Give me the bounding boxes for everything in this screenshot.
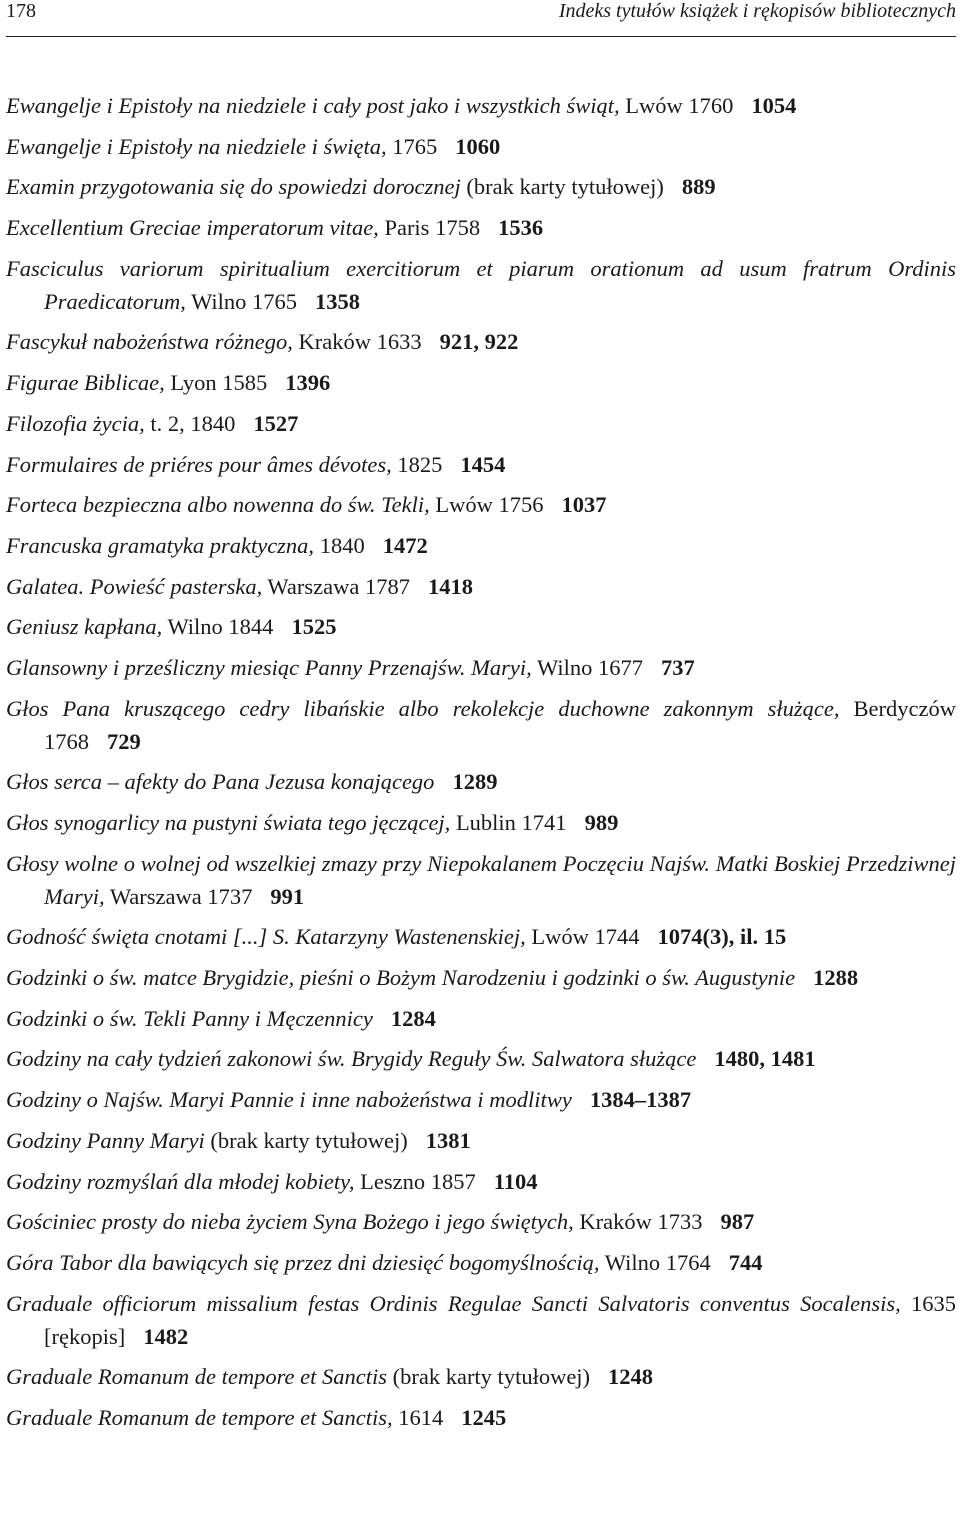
entry-catalog-number: 1525: [291, 614, 337, 640]
entry-title: Francuska gramatyka praktyczna,: [6, 532, 315, 558]
entry-catalog-number: 1396: [285, 370, 331, 396]
index-entry: [6, 1002, 956, 1035]
index-entry: [6, 1165, 956, 1198]
entry-title: Godzinki o św. Tekli Panny i Męczennicy: [6, 1005, 373, 1031]
entry-title: Głos Pana kruszącego cedry libańskie albo rekolekcje duchowne zakonnym służące,: [6, 695, 840, 721]
running-head: [6, 0, 956, 36]
entry-title: Głosy wolne o wolnej od wszelkiej zmazy przy Niepokalanem Poczęciu Najśw. Matki Boskiej Przedziwnej Maryi,: [6, 850, 956, 909]
entry-catalog-number: 1482: [143, 1323, 189, 1349]
entry-catalog-number: 921, 922: [439, 329, 519, 355]
entry-catalog-number: 1418: [427, 573, 473, 599]
entry-catalog-number: 1381: [425, 1127, 471, 1153]
entry-imprint: Paris 1758: [378, 215, 481, 241]
index-entry: [6, 170, 956, 203]
index-entry: [6, 765, 956, 798]
index-entry: [6, 366, 956, 399]
index-entry: [6, 651, 956, 684]
entry-catalog-number: 1454: [460, 451, 506, 477]
index-entry: [6, 1042, 956, 1075]
index-entry: [6, 1124, 956, 1157]
entry-imprint: Warszawa 1737: [104, 883, 253, 909]
entry-imprint: Lublin 1741: [450, 810, 567, 835]
entry-imprint: 1765: [386, 133, 438, 159]
running-title: Indeks tytułów książek i rękopisów bibliotecznych: [558, 0, 956, 22]
entry-catalog-number: 1284: [390, 1005, 436, 1031]
entry-title: Forteca bezpieczna albo nowenna do św. Tekli,: [6, 492, 430, 518]
index-entry: [6, 1287, 956, 1353]
entry-catalog-number: 889: [681, 174, 716, 200]
entry-imprint: 1614: [392, 1404, 444, 1430]
entry-catalog-number: 1074(3), il. 15: [657, 924, 787, 950]
entry-catalog-number: 1104: [493, 1168, 538, 1194]
entry-catalog-number: 1536: [498, 215, 544, 241]
page-number: 178: [6, 0, 36, 22]
entry-catalog-number: 989: [584, 810, 619, 835]
entry-title: Ewangelje i Epistoły na niedziele i święta,: [6, 133, 387, 159]
entry-title: Graduale Romanum de tempore et Sanctis,: [6, 1404, 393, 1430]
entry-imprint: 1840: [314, 532, 365, 558]
entry-imprint: Lwów 1760: [619, 93, 734, 118]
entry-title: Głos synogarlicy na pustyni świata tego jęczącej,: [6, 810, 451, 835]
entry-imprint: (brak karty tytułowej): [204, 1127, 408, 1153]
index-entries: [6, 89, 956, 1434]
index-entry: [6, 570, 956, 603]
index-entry: [6, 529, 956, 562]
entry-title: Godność święta cnotami [...] S. Katarzyny Wastenenskiej,: [6, 924, 526, 950]
index-entry: [6, 488, 956, 521]
entry-catalog-number: 1245: [461, 1404, 507, 1430]
index-entry: [6, 1246, 956, 1279]
entry-catalog-number: 729: [107, 728, 141, 754]
entry-title: Godziny Panny Maryi: [6, 1127, 205, 1153]
index-entry: [6, 130, 956, 163]
entry-catalog-number: 1288: [813, 965, 859, 991]
entry-imprint: Lwów 1756: [429, 492, 544, 518]
entry-catalog-number: 991: [270, 883, 305, 909]
entry-imprint: Wilno 1844: [162, 614, 274, 640]
index-entry: [6, 1205, 956, 1238]
entry-title: Góra Tabor dla bawiących się przez dni dziesięć bogomyślnością,: [6, 1249, 600, 1275]
entry-catalog-number: 1060: [455, 133, 501, 159]
entry-title: Figurae Biblicae,: [6, 370, 165, 396]
index-entry: [6, 448, 956, 481]
index-entry: [6, 1083, 956, 1116]
entry-imprint: Lwów 1744: [525, 924, 640, 950]
entry-catalog-number: 1037: [561, 492, 607, 518]
entry-imprint: t. 2, 1840: [144, 410, 236, 436]
entry-title: Ewangelje i Epistoły na niedziele i cały post jako i wszystkich świąt,: [6, 93, 620, 118]
entry-imprint: Lyon 1585: [164, 370, 268, 396]
entry-title: Geniusz kapłana,: [6, 614, 163, 640]
entry-imprint: Kraków 1633: [292, 329, 422, 355]
entry-catalog-number: 1480, 1481: [714, 1046, 816, 1072]
entry-title: Głos serca – afekty do Pana Jezusa konającego: [6, 769, 435, 795]
index-entry: [6, 847, 956, 913]
entry-catalog-number: 1248: [608, 1364, 654, 1390]
entry-imprint: 1825: [391, 451, 443, 477]
entry-catalog-number: 737: [660, 654, 695, 680]
index-entry: [6, 806, 956, 839]
entry-title: Fascykuł nabożeństwa różnego,: [6, 329, 293, 355]
header-rule: [6, 36, 956, 37]
entry-title: Graduale Romanum de tempore et Sanctis: [6, 1364, 387, 1390]
entry-imprint: (brak karty tytułowej): [460, 174, 664, 200]
index-entry: [6, 961, 956, 994]
entry-catalog-number: 1054: [751, 93, 797, 118]
entry-title: Galatea. Powieść pasterska,: [6, 573, 263, 599]
index-entry: [6, 211, 956, 244]
entry-catalog-number: 1384–1387: [589, 1087, 692, 1113]
entry-catalog-number: 1358: [315, 288, 361, 314]
entry-title: Fasciculus variorum spiritualium exercitiorum et piarum orationum ad usum fratrum Ordinis Praedicatorum,: [6, 255, 956, 314]
index-entry: [6, 692, 956, 758]
entry-title: Gościniec prosty do nieba życiem Syna Bożego i jego świętych,: [6, 1209, 574, 1235]
index-entry: [6, 252, 956, 318]
index-entry: [6, 325, 956, 358]
entry-imprint: Wilno 1764: [599, 1249, 711, 1275]
entry-imprint: (brak karty tytułowej): [386, 1364, 591, 1390]
index-entry: [6, 610, 956, 643]
index-entry: [6, 1360, 956, 1393]
index-entry: [6, 1401, 956, 1434]
entry-imprint: Wilno 1765: [185, 288, 298, 314]
entry-catalog-number: 987: [720, 1209, 755, 1235]
entry-imprint: Wilno 1677: [531, 654, 643, 680]
entry-imprint: Leszno 1857: [354, 1168, 476, 1194]
index-entry: [6, 89, 956, 122]
entry-catalog-number: 1289: [452, 769, 498, 795]
entry-title: Examin przygotowania się do spowiedzi dorocznej: [6, 174, 461, 200]
entry-title: Filozofia życia,: [6, 410, 145, 436]
entry-title: Godziny na cały tydzień zakonowi św. Brygidy Reguły Św. Salwatora służące: [6, 1046, 697, 1072]
entry-catalog-number: 1527: [253, 410, 299, 436]
entry-catalog-number: 1472: [382, 532, 428, 558]
entry-title: Excellentium Greciae imperatorum vitae,: [6, 215, 379, 241]
entry-title: Godzinki o św. matce Brygidzie, pieśni o Bożym Narodzeniu i godzinki o św. Augustynie: [6, 965, 796, 991]
entry-catalog-number: 744: [728, 1249, 763, 1275]
index-entry: [6, 920, 956, 953]
entry-title: Glansowny i prześliczny miesiąc Panny Przenajśw. Maryi,: [6, 654, 532, 680]
entry-imprint: 1635 [rękopis]: [44, 1290, 956, 1349]
entry-imprint: Warszawa 1787: [262, 573, 410, 599]
entry-imprint: Kraków 1733: [573, 1209, 703, 1235]
index-entry: [6, 407, 956, 440]
entry-title: Godziny rozmyślań dla młodej kobiety,: [6, 1168, 355, 1194]
entry-title: Graduale officiorum missalium festas Ordinis Regulae Sancti Salvatoris conventus Socalensis,: [6, 1290, 901, 1316]
entry-imprint: Berdyczów 1768: [44, 695, 957, 754]
entry-title: Formulaires de priéres pour âmes dévotes,: [6, 451, 392, 477]
entry-title: Godziny o Najśw. Maryi Pannie i inne nabożeństwa i modlitwy: [6, 1087, 572, 1113]
